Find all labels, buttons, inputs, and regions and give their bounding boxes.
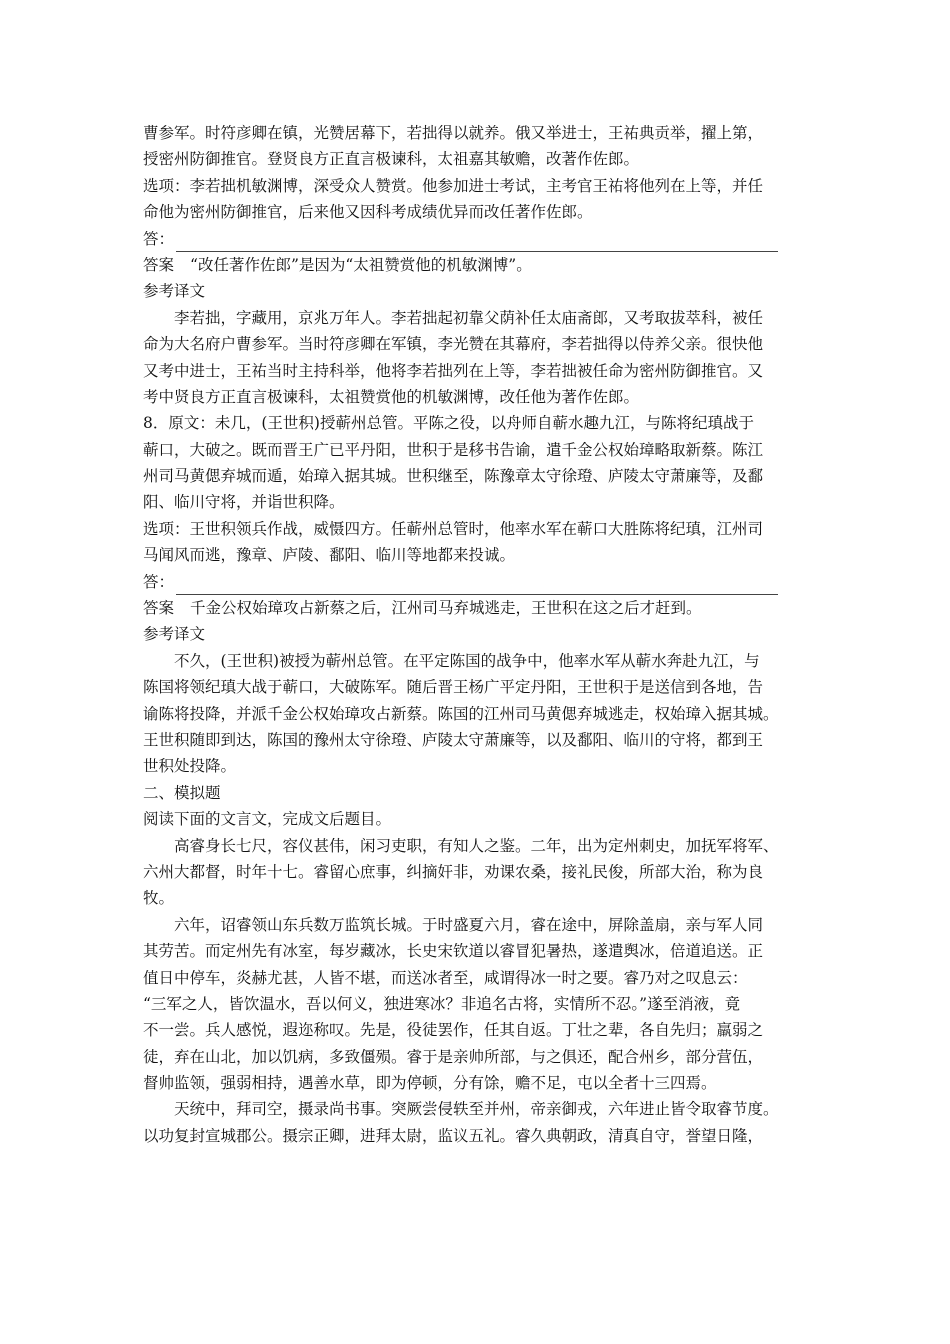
q7-answer-blank	[143, 226, 813, 252]
passage-p2-line-6: 徒，弃在山北，加以饥病，多致僵殒。睿于是亲帅所部，与之俱还，配合州乡，部分营伍，	[143, 1047, 764, 1066]
passage-p2-line-4: “三军之人，皆饮温水，吾以何义，独进寒冰？非追名古将，实情所不忍。”遂至消液，竟	[143, 994, 741, 1013]
q8-translation-line-5: 世积处投降。	[143, 757, 237, 776]
q7-translation-line-4: 考中贤良方正直言极谏科，太祖赞赏他的机敏渊博，改任他为著作佐郎。	[143, 387, 640, 406]
q7-answer-label: 答案	[143, 255, 175, 274]
section-instruction: 阅读下面的文言文，完成文后题目。	[143, 810, 392, 829]
q7-translation-line-3: 又考中进士，王祐当时主持科举，他将李若拙列在上等，李若拙被任命为密州防御推官。又	[143, 361, 764, 380]
q8-translation-line-2: 陈国将领纪瑱大战于蕲口，大破陈军。随后晋王杨广平定丹阳，王世积于是送信到各地，告	[143, 678, 764, 697]
q8-reference-label: 参考译文	[143, 625, 206, 644]
q8-answer-line[interactable]	[176, 577, 778, 595]
q8-original-line-1: 8．原文：未几，(王世积)授蕲州总管。平陈之役，以舟师自蕲水趣九江，与陈将纪瑱战于	[143, 414, 754, 433]
q7-option-line-1: 选项：李若拙机敏渊博，深受众人赞赏。他参加进士考试，主考官王祐将他列在上等，并任	[143, 176, 764, 195]
passage-p1-line-3: 牧。	[143, 889, 175, 908]
q8-original-line-2: 蕲口，大破之。既而晋王广已平丹阳，世积于是移书告谕，遣千金公权始璋略取新蔡。陈江	[143, 440, 764, 459]
q8-answer-blank	[143, 569, 813, 595]
q8-translation-line-3: 谕陈将投降，并派千金公权始璋攻占新蔡。陈国的江州司马黄偲弃城逃走，权始璋入据其城。	[143, 704, 779, 723]
q7-translation-line-2: 命为大名府户曹参军。当时符彦卿在军镇，李光赞在其幕府，李若拙得以侍养父亲。很快他	[143, 335, 764, 354]
passage-p2-line-1: 六年，诏睿领山东兵数万监筑长城。于时盛夏六月，睿在途中，屏除盖扇，亲与军人同	[174, 915, 764, 934]
q8-answer-prompt: 答：	[143, 572, 175, 591]
q8-answer-text: 千金公权始璋攻占新蔡之后，江州司马弃城逃走，王世积在这之后才赶到。	[190, 599, 702, 618]
passage-p2-line-5: 不一尝。兵人感悦，遐迩称叹。先是，役徒罢作，任其自返。丁壮之辈，各自先归；羸弱之	[143, 1021, 764, 1040]
q8-original-line-3: 州司马黄偲弃城而遁，始璋入据其城。世积继至，陈豫章太守徐璒、庐陵太守萧廉等，及鄱	[143, 467, 764, 486]
document-page	[143, 120, 813, 1149]
q8-answer-label: 答案	[143, 599, 175, 618]
passage-p3-line-2: 以功复封宣城郡公。摄宗正卿，进拜太尉，监议五礼。睿久典朝政，清真自守，誉望日隆，	[143, 1126, 764, 1145]
q7-answer-line[interactable]	[176, 234, 778, 252]
section-heading: 二、模拟题	[143, 783, 221, 802]
q7-original-line-1: 曹参军。时符彦卿在镇，光赞居幕下，若拙得以就养。俄又举进士，王祐典贡举，擢上第，	[143, 124, 764, 142]
passage-p2-line-3: 值日中停车，炎赫尤甚，人皆不堪，而送冰者至，咸谓得冰一时之要。睿乃对之叹息云：	[143, 968, 748, 987]
q7-answer	[143, 252, 813, 278]
q8-translation-line-1: 不久，(王世积)被授为蕲州总管。在平定陈国的战争中，他率水军从蕲水奔赴九江，与	[174, 651, 760, 670]
q7-answer-prompt: 答：	[143, 229, 175, 248]
passage-p2-line-2: 其劳苦。而定州先有冰室，每岁藏冰，长史宋钦道以睿冒犯暑热，遂遣舆冰，倍道追送。正	[143, 942, 764, 961]
q8-translation-line-4: 王世积随即到达，陈国的豫州太守徐璒、庐陵太守萧廉等，以及鄱阳、临川的守将，都到王	[143, 730, 764, 749]
passage-p1-line-1: 高睿身长七尺，容仪甚伟，闲习吏职，有知人之鉴。二年，出为定州刺史，加抚军将军、	[174, 836, 779, 855]
q8-original-line-4: 阳、临川守将，并诣世积降。	[143, 493, 345, 512]
q8-answer	[143, 595, 813, 621]
passage-p3-line-1: 天统中，拜司空，摄录尚书事。突厥尝侵轶至并州，帝亲御戎，六年进止皆令取睿节度。	[174, 1100, 779, 1119]
passage-p2-line-7: 督帅监领，强弱相持，遇善水草，即为停顿，分有馀，赡不足，屯以全者十三四焉。	[143, 1074, 717, 1093]
q7-translation-line-1: 李若拙，字藏用，京兆万年人。李若拙起初靠父荫补任太庙斋郎，又考取拔萃科，被任	[174, 308, 764, 327]
q8-option-line-1: 选项：王世积领兵作战，威慑四方。任蕲州总管时，他率水军在蕲口大胜陈将纪瑱，江州司	[143, 519, 764, 538]
q8-option-line-2: 马闻风而逃，豫章、庐陵、鄱阳、临川等地都来投诚。	[143, 546, 516, 565]
passage-p1-line-2: 六州大都督，时年十七。睿留心庶事，纠摘奸非，劝课农桑，接礼民俊，所部大治，称为良	[143, 862, 764, 881]
q7-reference-label: 参考译文	[143, 282, 206, 301]
q7-answer-text: “改任著作佐郎”是因为“太祖赞赏他的机敏渊博”。	[190, 255, 532, 274]
q7-original-line-2: 授密州防御推官。登贤良方正直言极谏科，太祖嘉其敏赡，改著作佐郎。	[143, 150, 640, 169]
q7-option-line-2: 命他为密州防御推官，后来他又因科考成绩优异而改任著作佐郎。	[143, 203, 593, 222]
